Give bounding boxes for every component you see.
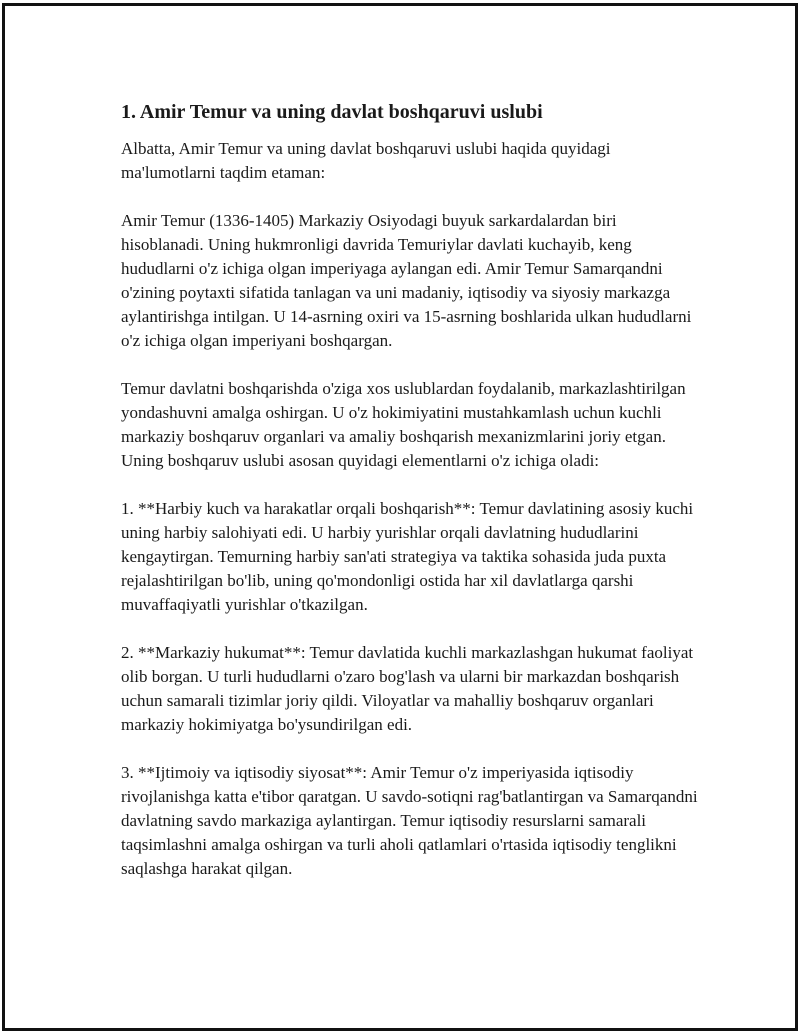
list-item-central-government: 2. **Markaziy hukumat**: Temur davlatida kuchli markazlashgan hukumat faoliyat olib borgan. U turli hududlarni o'zaro bog'lash va ularni bir markazdan boshqarish uchun samarali tizimlar joriy qildi. Viloyatlar va mahalliy boshqaruv organlari markaziy hokimiyatga bo'ysundirilgan edi. [121, 643, 694, 734]
document-title: 1. Amir Temur va uning davlat boshqaruvi uslubi [121, 101, 543, 123]
list-item-military: 1. **Harbiy kuch va harakatlar orqali boshqarish**: Temur davlatining asosiy kuchi uning harbiy salohiyati edi. U harbiy yurishlar orqali davlatning hududlarini kengaytirgan. Temurning harbiy san'ati strategiya va taktika sohasida juda puxta rejalashtirilgan bo'lib, uning qo'mondonligi ostida har xil davlatlarga qarshi muvaffaqiyatli yurishlar o'tkazilgan. [121, 499, 694, 614]
page-frame [2, 3, 798, 1031]
document-body [121, 99, 701, 905]
governance-paragraph: Temur davlatni boshqarishda o'ziga xos uslublardan foydalanib, markazlashtirilgan yondashuvni amalga oshirgan. U o'z hokimiyatini mustahkamlash uchun kuchli markaziy boshqaruv organlari va amaliy boshqarish mexanizmlarini joriy etgan. Uning boshqaruv uslubi asosan quyidagi elementlarni o'z ichiga oladi: [121, 379, 686, 470]
biography-paragraph: Amir Temur (1336-1405) Markaziy Osiyodagi buyuk sarkardalardan biri hisoblanadi. Uning hukmronligi davrida Temuriylar davlati kuchayib, keng hududlarni o'z ichiga olgan imperiyaga aylangan edi. Amir Temur Samarqandni o'zining poytaxti sifatida tanlagan va uni madaniy, iqtisodiy va siyosiy markazga aylantirishga intilgan. U 14-asrning oxiri va 15-asrning boshlarida ulkan hududlarni o'z ichiga olgan imperiyani boshqargan. [121, 211, 692, 350]
list-item-socioeconomic-policy: 3. **Ijtimoiy va iqtisodiy siyosat**: Amir Temur o'z imperiyasida iqtisodiy rivojlanishga katta e'tibor qaratgan. U savdo-sotiqni rag'batlantirgan va Samarqandni davlatning savdo markaziga aylantirgan. Temur iqtisodiy resurslarni samarali taqsimlashni amalga oshirgan va turli aholi qatlamlari o'rtasida iqtisodiy tenglikni saqlashga harakat qilgan. [121, 763, 698, 878]
intro-paragraph: Albatta, Amir Temur va uning davlat boshqaruvi uslubi haqida quyidagi ma'lumotlarni taqdim etaman: [121, 139, 611, 182]
